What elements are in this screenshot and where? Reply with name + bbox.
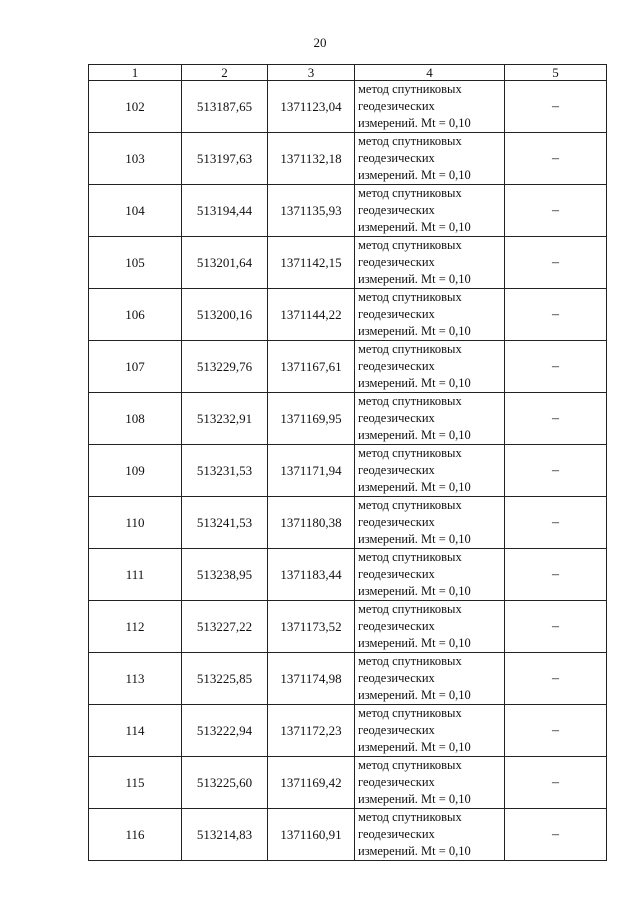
method-cell	[355, 601, 505, 653]
method-line: метод спутниковых	[358, 394, 462, 408]
y-coordinate-cell: 1371172,23	[268, 705, 355, 757]
method-cell	[355, 237, 505, 289]
point-number-cell: 106	[89, 289, 182, 341]
table-row	[89, 133, 607, 185]
method-line: измерений. Mt = 0,10	[358, 428, 471, 442]
method-line: геодезических	[358, 775, 435, 789]
method-line: измерений. Mt = 0,10	[358, 168, 471, 182]
method-cell	[355, 549, 505, 601]
table-row	[89, 393, 607, 445]
method-cell	[355, 81, 505, 133]
column-header-2: 2	[182, 65, 268, 81]
method-line: геодезических	[358, 463, 435, 477]
method-line: метод спутниковых	[358, 706, 462, 720]
method-line: измерений. Mt = 0,10	[358, 480, 471, 494]
x-coordinate-cell: 513187,65	[182, 81, 268, 133]
table-row	[89, 289, 607, 341]
table-row	[89, 237, 607, 289]
coordinates-table	[88, 64, 607, 861]
note-cell: –	[505, 133, 607, 185]
point-number-cell: 103	[89, 133, 182, 185]
note-cell: –	[505, 757, 607, 809]
method-line: измерений. Mt = 0,10	[358, 844, 471, 858]
x-coordinate-cell: 513225,60	[182, 757, 268, 809]
method-line: геодезических	[358, 567, 435, 581]
note-cell: –	[505, 341, 607, 393]
note-cell: –	[505, 81, 607, 133]
note-cell: –	[505, 393, 607, 445]
method-line: измерений. Mt = 0,10	[358, 532, 471, 546]
method-cell	[355, 393, 505, 445]
method-line: измерений. Mt = 0,10	[358, 116, 471, 130]
x-coordinate-cell: 513229,76	[182, 341, 268, 393]
note-cell: –	[505, 497, 607, 549]
table-row	[89, 341, 607, 393]
note-cell: –	[505, 289, 607, 341]
header-row	[89, 65, 607, 81]
method-line: геодезических	[358, 359, 435, 373]
table-row	[89, 809, 607, 861]
y-coordinate-cell: 1371174,98	[268, 653, 355, 705]
method-line: измерений. Mt = 0,10	[358, 636, 471, 650]
x-coordinate-cell: 513231,53	[182, 445, 268, 497]
method-line: измерений. Mt = 0,10	[358, 584, 471, 598]
x-coordinate-cell: 513214,83	[182, 809, 268, 861]
x-coordinate-cell: 513225,85	[182, 653, 268, 705]
method-line: метод спутниковых	[358, 810, 462, 824]
method-line: измерений. Mt = 0,10	[358, 220, 471, 234]
y-coordinate-cell: 1371169,42	[268, 757, 355, 809]
note-cell: –	[505, 705, 607, 757]
method-line: метод спутниковых	[358, 342, 462, 356]
method-line: геодезических	[358, 151, 435, 165]
method-cell	[355, 445, 505, 497]
method-line: измерений. Mt = 0,10	[358, 324, 471, 338]
point-number-cell: 114	[89, 705, 182, 757]
method-line: геодезических	[358, 723, 435, 737]
column-header-1: 1	[89, 65, 182, 81]
x-coordinate-cell: 513238,95	[182, 549, 268, 601]
x-coordinate-cell: 513201,64	[182, 237, 268, 289]
table-header	[89, 65, 607, 81]
y-coordinate-cell: 1371144,22	[268, 289, 355, 341]
y-coordinate-cell: 1371160,91	[268, 809, 355, 861]
point-number-cell: 115	[89, 757, 182, 809]
method-cell	[355, 757, 505, 809]
note-cell: –	[505, 653, 607, 705]
method-line: метод спутниковых	[358, 654, 462, 668]
point-number-cell: 104	[89, 185, 182, 237]
method-line: геодезических	[358, 203, 435, 217]
x-coordinate-cell: 513222,94	[182, 705, 268, 757]
method-line: метод спутниковых	[358, 82, 462, 96]
y-coordinate-cell: 1371135,93	[268, 185, 355, 237]
method-cell	[355, 289, 505, 341]
table-row	[89, 549, 607, 601]
method-cell	[355, 653, 505, 705]
method-line: метод спутниковых	[358, 290, 462, 304]
method-line: измерений. Mt = 0,10	[358, 376, 471, 390]
table-row	[89, 601, 607, 653]
point-number-cell: 111	[89, 549, 182, 601]
note-cell: –	[505, 237, 607, 289]
note-cell: –	[505, 185, 607, 237]
note-cell: –	[505, 809, 607, 861]
method-line: метод спутниковых	[358, 550, 462, 564]
method-line: геодезических	[358, 411, 435, 425]
method-line: метод спутниковых	[358, 498, 462, 512]
method-line: геодезических	[358, 515, 435, 529]
method-line: метод спутниковых	[358, 134, 462, 148]
method-cell	[355, 809, 505, 861]
method-line: геодезических	[358, 255, 435, 269]
page-number: 20	[313, 35, 327, 50]
point-number-cell: 108	[89, 393, 182, 445]
note-cell: –	[505, 601, 607, 653]
table-row	[89, 81, 607, 133]
method-line: метод спутниковых	[358, 238, 462, 252]
y-coordinate-cell: 1371183,44	[268, 549, 355, 601]
note-cell: –	[505, 445, 607, 497]
y-coordinate-cell: 1371132,18	[268, 133, 355, 185]
note-cell: –	[505, 549, 607, 601]
column-header-3: 3	[268, 65, 355, 81]
y-coordinate-cell: 1371123,04	[268, 81, 355, 133]
method-line: геодезических	[358, 307, 435, 321]
method-line: метод спутниковых	[358, 446, 462, 460]
table-row	[89, 705, 607, 757]
point-number-cell: 112	[89, 601, 182, 653]
method-line: геодезических	[358, 99, 435, 113]
column-header-4: 4	[355, 65, 505, 81]
method-cell	[355, 705, 505, 757]
table-row	[89, 445, 607, 497]
x-coordinate-cell: 513194,44	[182, 185, 268, 237]
point-number-cell: 105	[89, 237, 182, 289]
method-line: измерений. Mt = 0,10	[358, 792, 471, 806]
table-row	[89, 497, 607, 549]
table-body	[89, 81, 607, 861]
point-number-cell: 109	[89, 445, 182, 497]
table-row	[89, 653, 607, 705]
method-line: геодезических	[358, 671, 435, 685]
point-number-cell: 110	[89, 497, 182, 549]
y-coordinate-cell: 1371173,52	[268, 601, 355, 653]
method-cell	[355, 133, 505, 185]
point-number-cell: 113	[89, 653, 182, 705]
method-cell	[355, 185, 505, 237]
table-row	[89, 757, 607, 809]
table-row	[89, 185, 607, 237]
method-line: геодезических	[358, 827, 435, 841]
point-number-cell: 107	[89, 341, 182, 393]
method-line: метод спутниковых	[358, 186, 462, 200]
method-line: измерений. Mt = 0,10	[358, 688, 471, 702]
y-coordinate-cell: 1371180,38	[268, 497, 355, 549]
method-line: метод спутниковых	[358, 602, 462, 616]
method-cell	[355, 341, 505, 393]
method-line: метод спутниковых	[358, 758, 462, 772]
x-coordinate-cell: 513197,63	[182, 133, 268, 185]
y-coordinate-cell: 1371142,15	[268, 237, 355, 289]
column-header-5: 5	[505, 65, 607, 81]
method-line: измерений. Mt = 0,10	[358, 740, 471, 754]
y-coordinate-cell: 1371169,95	[268, 393, 355, 445]
method-line: геодезических	[358, 619, 435, 633]
x-coordinate-cell: 513200,16	[182, 289, 268, 341]
x-coordinate-cell: 513227,22	[182, 601, 268, 653]
method-cell	[355, 497, 505, 549]
point-number-cell: 116	[89, 809, 182, 861]
x-coordinate-cell: 513232,91	[182, 393, 268, 445]
x-coordinate-cell: 513241,53	[182, 497, 268, 549]
y-coordinate-cell: 1371171,94	[268, 445, 355, 497]
method-line: измерений. Mt = 0,10	[358, 272, 471, 286]
y-coordinate-cell: 1371167,61	[268, 341, 355, 393]
point-number-cell: 102	[89, 81, 182, 133]
